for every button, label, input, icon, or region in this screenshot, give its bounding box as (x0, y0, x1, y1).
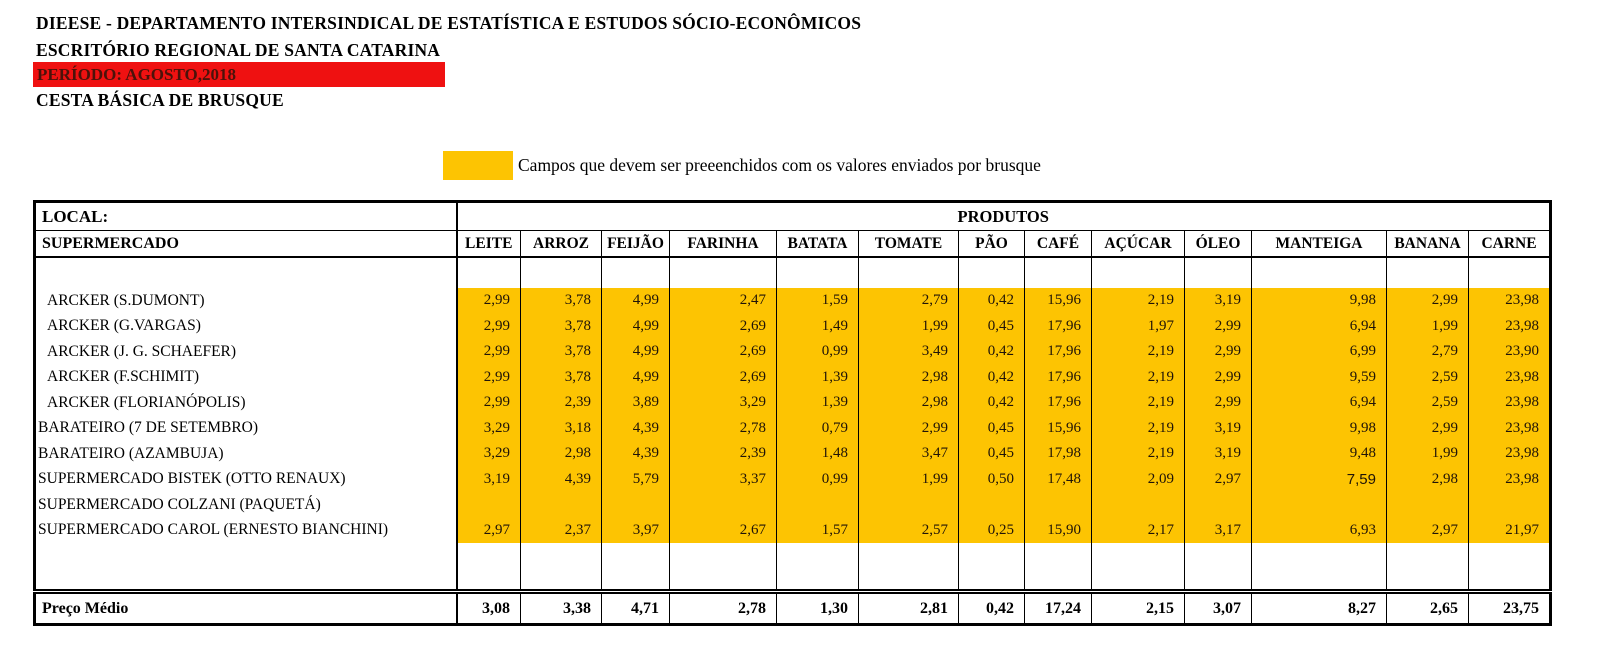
price-cell[interactable]: 2,98 (1387, 467, 1469, 493)
price-cell[interactable]: 3,29 (457, 416, 521, 442)
spacer-cell (859, 566, 959, 592)
price-cell[interactable]: 23,98 (1469, 365, 1551, 391)
price-cell[interactable]: 2,99 (1185, 314, 1252, 340)
price-cell[interactable]: 9,48 (1252, 441, 1387, 467)
price-cell[interactable]: 1,99 (1387, 441, 1469, 467)
price-cell[interactable] (1252, 492, 1387, 518)
price-cell[interactable]: 6,94 (1252, 390, 1387, 416)
spacer-cell (521, 257, 602, 288)
price-cell[interactable]: 3,78 (521, 288, 602, 314)
spacer-cell (521, 566, 602, 592)
produtos-header-cell: PRODUTOS (457, 202, 1551, 231)
empty-row (35, 543, 1551, 566)
row-name-cell: ARCKER (S.DUMONT) (35, 288, 457, 314)
column-header-pao: PÃO (959, 231, 1025, 258)
average-value-cell: 17,24 (1025, 592, 1092, 625)
average-label-cell: Preço Médio (35, 592, 457, 625)
average-value-cell: 23,75 (1469, 592, 1551, 625)
price-cell[interactable]: 3,17 (1185, 518, 1252, 544)
price-cell[interactable]: 4,39 (602, 416, 670, 442)
price-cell[interactable]: 2,37 (521, 518, 602, 544)
price-cell[interactable]: 4,39 (602, 441, 670, 467)
price-cell[interactable]: 21,97 (1469, 518, 1551, 544)
price-cell[interactable]: 15,96 (1025, 416, 1092, 442)
spacer-cell (777, 543, 859, 566)
price-cell[interactable]: 3,19 (1185, 441, 1252, 467)
row-name-cell: SUPERMERCADO COLZANI (PAQUETÁ) (35, 492, 457, 518)
price-cell[interactable]: 6,99 (1252, 339, 1387, 365)
price-cell[interactable]: 2,99 (1185, 390, 1252, 416)
price-cell[interactable]: 0,42 (959, 339, 1025, 365)
row-name-cell: ARCKER (J. G. SCHAEFER) (35, 339, 457, 365)
price-cell[interactable]: 2,99 (1387, 416, 1469, 442)
column-header-carne: CARNE (1469, 231, 1551, 258)
price-cell[interactable]: 2,98 (521, 441, 602, 467)
price-cell[interactable]: 15,90 (1025, 518, 1092, 544)
price-cell[interactable]: 2,69 (670, 365, 777, 391)
price-cell[interactable]: 2,98 (859, 365, 959, 391)
table-row (35, 390, 1551, 416)
legend (443, 151, 1041, 180)
price-cell[interactable]: 4,99 (602, 288, 670, 314)
price-cell[interactable]: 1,57 (777, 518, 859, 544)
average-value-cell: 2,15 (1092, 592, 1185, 625)
spacer-cell (1092, 257, 1185, 288)
empty-row (35, 566, 1551, 592)
row-name-cell: SUPERMERCADO BISTEK (OTTO RENAUX) (35, 467, 457, 493)
price-cell[interactable]: 2,19 (1092, 416, 1185, 442)
price-cell[interactable]: 2,69 (670, 339, 777, 365)
price-cell[interactable]: 23,98 (1469, 441, 1551, 467)
column-header-farinha: FARINHA (670, 231, 777, 258)
price-cell[interactable]: 1,99 (859, 314, 959, 340)
price-cell[interactable]: 2,47 (670, 288, 777, 314)
price-cell[interactable]: 2,99 (1387, 288, 1469, 314)
spacer-cell (959, 543, 1025, 566)
spacer-cell (670, 543, 777, 566)
price-cell[interactable]: 1,39 (777, 365, 859, 391)
price-cell[interactable]: 23,98 (1469, 416, 1551, 442)
price-cell[interactable]: 2,99 (457, 288, 521, 314)
average-value-cell: 3,38 (521, 592, 602, 625)
price-cell[interactable]: 1,99 (859, 467, 959, 493)
price-table-wrapper (33, 200, 1552, 626)
price-cell[interactable]: 3,29 (457, 441, 521, 467)
price-cell[interactable]: 3,47 (859, 441, 959, 467)
spacer-cell (1252, 257, 1387, 288)
spacer-cell (35, 257, 457, 288)
doc-title-line2: ESCRITÓRIO REGIONAL DE SANTA CATARINA (36, 40, 441, 60)
price-cell[interactable]: 23,98 (1469, 314, 1551, 340)
spacer-cell (1185, 543, 1252, 566)
price-cell[interactable]: 1,59 (777, 288, 859, 314)
spacer-cell (859, 543, 959, 566)
table-row (35, 365, 1551, 391)
spacer-cell (1252, 566, 1387, 592)
price-cell[interactable]: 2,99 (859, 416, 959, 442)
row-name-cell: ARCKER (F.SCHIMIT) (35, 365, 457, 391)
price-cell[interactable] (1469, 492, 1551, 518)
spacer-cell (777, 566, 859, 592)
spacer-cell (521, 543, 602, 566)
spacer-cell (959, 566, 1025, 592)
price-cell[interactable] (457, 492, 521, 518)
table-body (35, 288, 1551, 543)
price-cell[interactable]: 2,99 (457, 365, 521, 391)
price-cell[interactable]: 4,99 (602, 365, 670, 391)
local-header-cell: LOCAL: (35, 202, 457, 231)
legend-swatch (443, 151, 513, 180)
price-cell[interactable]: 2,59 (1387, 390, 1469, 416)
price-cell[interactable]: 2,98 (859, 390, 959, 416)
spacer-cell (1387, 543, 1469, 566)
price-cell[interactable]: 9,98 (1252, 288, 1387, 314)
spacer-cell (1469, 543, 1551, 566)
price-cell[interactable]: 2,99 (457, 314, 521, 340)
price-cell[interactable]: 3,29 (670, 390, 777, 416)
table-row (35, 492, 1551, 518)
spacer-cell (457, 566, 521, 592)
price-cell[interactable]: 23,98 (1469, 390, 1551, 416)
price-cell[interactable]: 2,99 (457, 390, 521, 416)
column-header-cafe: CAFÉ (1025, 231, 1092, 258)
price-cell[interactable]: 23,98 (1469, 288, 1551, 314)
price-cell[interactable]: 3,37 (670, 467, 777, 493)
price-cell[interactable]: 1,48 (777, 441, 859, 467)
price-cell[interactable]: 1,49 (777, 314, 859, 340)
price-cell[interactable]: 17,96 (1025, 339, 1092, 365)
spacer-cell (959, 257, 1025, 288)
price-cell[interactable]: 0,79 (777, 416, 859, 442)
price-cell[interactable] (959, 492, 1025, 518)
spacer-cell (1025, 257, 1092, 288)
price-cell[interactable]: 2,99 (1185, 339, 1252, 365)
spacer-cell (35, 566, 457, 592)
price-cell[interactable]: 2,19 (1092, 288, 1185, 314)
table-row (35, 288, 1551, 314)
price-cell[interactable] (859, 492, 959, 518)
price-cell[interactable]: 9,98 (1252, 416, 1387, 442)
price-cell[interactable]: 7,59 (1252, 467, 1387, 493)
local-header-row (35, 202, 1551, 231)
spacer-cell (602, 257, 670, 288)
price-cell[interactable]: 4,99 (602, 314, 670, 340)
price-cell[interactable]: 17,98 (1025, 441, 1092, 467)
spacer-cell (777, 257, 859, 288)
spacer-cell (1387, 566, 1469, 592)
price-cell[interactable] (521, 492, 602, 518)
price-cell[interactable]: 6,93 (1252, 518, 1387, 544)
spacer-cell (1025, 543, 1092, 566)
average-value-cell: 3,07 (1185, 592, 1252, 625)
table-header-rows (35, 202, 1551, 289)
spacer-cell (1252, 543, 1387, 566)
price-cell[interactable]: 2,57 (859, 518, 959, 544)
spacer-cell (602, 566, 670, 592)
spacer-cell (670, 566, 777, 592)
price-cell[interactable]: 2,79 (1387, 339, 1469, 365)
table-row (35, 518, 1551, 544)
price-cell[interactable]: 23,90 (1469, 339, 1551, 365)
table-row (35, 441, 1551, 467)
price-cell[interactable]: 2,17 (1092, 518, 1185, 544)
column-header-manteiga: MANTEIGA (1252, 231, 1387, 258)
price-cell[interactable]: 0,99 (777, 467, 859, 493)
spacer-cell (602, 543, 670, 566)
price-cell[interactable]: 2,19 (1092, 390, 1185, 416)
price-cell[interactable]: 2,69 (670, 314, 777, 340)
price-cell[interactable]: 6,94 (1252, 314, 1387, 340)
price-cell[interactable]: 2,99 (457, 339, 521, 365)
column-header-oleo: ÓLEO (1185, 231, 1252, 258)
spacer-cell (457, 543, 521, 566)
price-cell[interactable]: 17,96 (1025, 314, 1092, 340)
price-cell[interactable] (602, 492, 670, 518)
average-value-cell: 2,65 (1387, 592, 1469, 625)
price-cell[interactable]: 2,97 (1185, 467, 1252, 493)
table-row (35, 416, 1551, 442)
table-row (35, 314, 1551, 340)
price-cell[interactable]: 2,19 (1092, 441, 1185, 467)
price-cell[interactable]: 2,67 (670, 518, 777, 544)
price-cell[interactable] (1387, 492, 1469, 518)
column-header-row (35, 231, 1551, 258)
price-cell[interactable] (670, 492, 777, 518)
supermercado-header-cell: SUPERMERCADO (35, 231, 457, 258)
average-value-cell: 0,42 (959, 592, 1025, 625)
price-cell[interactable]: 3,78 (521, 365, 602, 391)
doc-title-line4: CESTA BÁSICA DE BRUSQUE (36, 90, 284, 110)
price-cell[interactable]: 17,96 (1025, 390, 1092, 416)
spacer-cell (670, 257, 777, 288)
spacer-row (35, 257, 1551, 288)
spacer-cell (457, 257, 521, 288)
price-cell[interactable]: 0,45 (959, 314, 1025, 340)
price-cell[interactable]: 4,99 (602, 339, 670, 365)
average-value-cell: 2,81 (859, 592, 959, 625)
price-cell[interactable]: 3,89 (602, 390, 670, 416)
price-cell[interactable]: 1,99 (1387, 314, 1469, 340)
price-cell[interactable]: 2,19 (1092, 339, 1185, 365)
price-cell[interactable]: 0,42 (959, 390, 1025, 416)
table-row (35, 467, 1551, 493)
price-cell[interactable]: 3,19 (457, 467, 521, 493)
column-header-tomate: TOMATE (859, 231, 959, 258)
price-cell[interactable]: 23,98 (1469, 467, 1551, 493)
spacer-cell (1185, 257, 1252, 288)
price-cell[interactable]: 3,49 (859, 339, 959, 365)
price-table (33, 200, 1552, 626)
price-cell[interactable]: 0,42 (959, 288, 1025, 314)
price-cell[interactable]: 0,45 (959, 416, 1025, 442)
price-cell[interactable]: 17,48 (1025, 467, 1092, 493)
price-cell[interactable] (1185, 492, 1252, 518)
price-cell[interactable]: 15,96 (1025, 288, 1092, 314)
price-cell[interactable]: 3,78 (521, 314, 602, 340)
column-header-arroz: ARROZ (521, 231, 602, 258)
price-cell[interactable]: 2,99 (1185, 365, 1252, 391)
column-header-banana: BANANA (1387, 231, 1469, 258)
price-cell[interactable]: 9,59 (1252, 365, 1387, 391)
price-cell[interactable]: 3,78 (521, 339, 602, 365)
spacer-cell (1387, 257, 1469, 288)
spacer-cell (1092, 566, 1185, 592)
price-cell[interactable]: 3,19 (1185, 288, 1252, 314)
column-header-acucar: AÇÚCAR (1092, 231, 1185, 258)
price-cell[interactable]: 5,79 (602, 467, 670, 493)
price-cell[interactable]: 0,25 (959, 518, 1025, 544)
table-row (35, 339, 1551, 365)
price-cell[interactable]: 2,97 (1387, 518, 1469, 544)
price-cell[interactable]: 17,96 (1025, 365, 1092, 391)
price-cell[interactable]: 0,45 (959, 441, 1025, 467)
price-cell[interactable]: 3,19 (1185, 416, 1252, 442)
spacer-cell (1469, 257, 1551, 288)
row-name-cell: BARATEIRO (7 DE SETEMBRO) (35, 416, 457, 442)
price-cell[interactable]: 1,39 (777, 390, 859, 416)
period-banner (33, 62, 445, 87)
spacer-cell (1092, 543, 1185, 566)
average-value-cell: 2,78 (670, 592, 777, 625)
spacer-cell (1185, 566, 1252, 592)
average-value-cell: 8,27 (1252, 592, 1387, 625)
average-row (35, 592, 1551, 625)
row-name-cell: SUPERMERCADO CAROL (ERNESTO BIANCHINI) (35, 518, 457, 544)
price-cell[interactable]: 2,09 (1092, 467, 1185, 493)
column-header-leite: LEITE (457, 231, 521, 258)
price-cell[interactable]: 0,99 (777, 339, 859, 365)
price-cell[interactable] (777, 492, 859, 518)
price-cell[interactable]: 2,39 (670, 441, 777, 467)
column-header-feijao: FEIJÃO (602, 231, 670, 258)
row-name-cell: ARCKER (FLORIANÓPOLIS) (35, 390, 457, 416)
price-cell[interactable]: 2,78 (670, 416, 777, 442)
price-cell[interactable]: 0,42 (959, 365, 1025, 391)
price-cell[interactable] (1025, 492, 1092, 518)
legend-label: Campos que devem ser preeenchidos com os valores enviados por brusque (518, 155, 1041, 175)
spacer-cell (859, 257, 959, 288)
doc-title-line1: DIEESE - DEPARTAMENTO INTERSINDICAL DE ESTATÍSTICA E ESTUDOS SÓCIO-ECONÔMICOS (36, 13, 862, 33)
row-name-cell: ARCKER (G.VARGAS) (35, 314, 457, 340)
price-cell[interactable]: 1,97 (1092, 314, 1185, 340)
average-value-cell: 1,30 (777, 592, 859, 625)
spacer-cell (1469, 566, 1551, 592)
price-cell[interactable]: 2,19 (1092, 365, 1185, 391)
price-cell[interactable]: 0,50 (959, 467, 1025, 493)
period-label: PERÍODO: AGOSTO,2018 (37, 64, 236, 84)
price-cell[interactable]: 2,79 (859, 288, 959, 314)
price-cell[interactable]: 3,97 (602, 518, 670, 544)
price-cell[interactable]: 2,59 (1387, 365, 1469, 391)
price-cell[interactable]: 3,18 (521, 416, 602, 442)
price-cell[interactable]: 4,39 (521, 467, 602, 493)
price-cell[interactable]: 2,97 (457, 518, 521, 544)
spacer-cell (1025, 566, 1092, 592)
average-value-cell: 3,08 (457, 592, 521, 625)
price-cell[interactable] (1092, 492, 1185, 518)
column-header-batata: BATATA (777, 231, 859, 258)
table-footer-rows (35, 543, 1551, 625)
row-name-cell: BARATEIRO (AZAMBUJA) (35, 441, 457, 467)
price-cell[interactable]: 2,39 (521, 390, 602, 416)
average-value-cell: 4,71 (602, 592, 670, 625)
spacer-cell (35, 543, 457, 566)
